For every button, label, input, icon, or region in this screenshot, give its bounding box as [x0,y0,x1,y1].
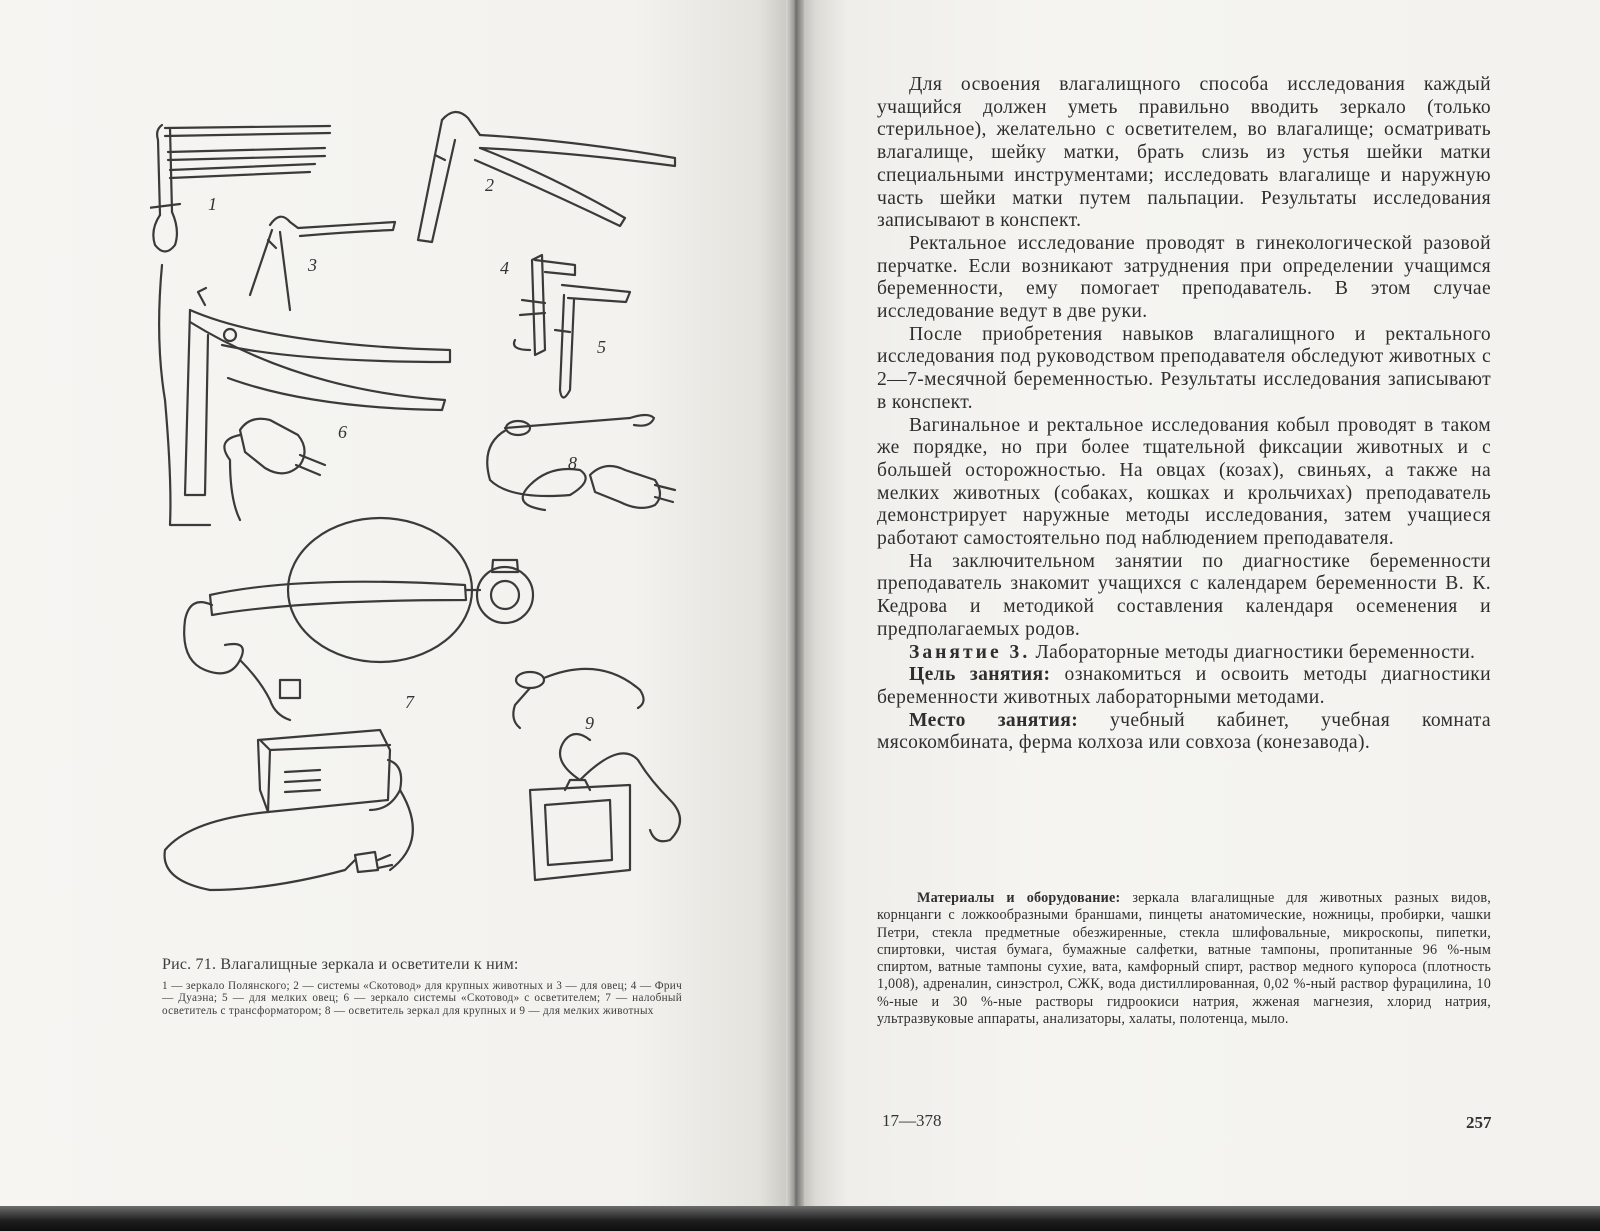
paragraph: На заключительном занятии по диагностике беременности преподаватель знакомит учащихся с календарем беременности В. К. Кедрова и методикой составления календаря осеменения и предполагаемых родов. [877,550,1491,640]
materials-paragraph [877,890,1491,1028]
goal-paragraph [877,664,1491,709]
speculum-6-drawing [159,265,450,525]
figure-label-5: 5 [597,337,606,357]
paragraph: Вагинальное и ректальное исследования кобыл проводят в таком же порядке, но при более тщательной фиксации животных и с большей осторожностью. На овцах (козах), свиньях, а также на мелких животных (собаках, кошках и крольчихах) преподаватель демонстрирует наружные методы исследования, затем учащиеся работают самостоятельно под наблюдением преподавателя. [877,414,1491,550]
paragraph: Для освоения влагалищного способа исследования каждый учащийся должен уметь правильно вводить зеркало (только стерильное), желательно с осветителем, во влагалище; осматривать влагалище, шейку матки, брать слизь из устья шейки матки специальными инструментами; исследовать влагалище и наружную часть шейки матки путем пальпации. Результаты исследования записывают в конспект. [877,74,1491,232]
lesson-heading [877,642,1491,665]
instrument-figure [150,100,690,945]
instrument-drawing [150,100,690,900]
speculum-4-drawing [514,255,575,355]
light-9-drawing [513,669,680,880]
figure-label-9: 9 [585,713,594,733]
caption-title: Рис. 71. Влагалищные зеркала и осветители к ним: [162,956,519,973]
place-paragraph [877,710,1491,755]
paragraph: После приобретения навыков влагалищного и ректального исследования под руководством преподавателя обследуют животных с 2—7-месячной беременностью. Результаты исследования записывают в конспект. [877,323,1491,413]
figure-label-1: 1 [208,194,217,214]
main-text [877,74,1491,755]
materials-block [877,890,1491,1028]
speculum-2-drawing [418,112,675,242]
lesson-label: Занятие 3. [909,641,1031,663]
figure-label-8: 8 [568,453,577,473]
lesson-title: Лабораторные методы диагностики беременности. [1030,641,1476,663]
page-number: 257 [1466,1113,1492,1132]
goal-text: ознакомиться и освоить методы диагностики беременности животных лабораторными методами. [877,664,1492,708]
caption-body: 1 — зеркало Полянского; 2 — системы «Скотовод» для крупных животных и 3 — для овец; 4 — Фрич — Дуаэна; 5 — для мелких овец; 6 — зеркало системы «Скотовод» с осветителем; 7 — налобный осветитель с трансформатором; 8 — осветитель зеркал для крупных и 9 — для мелких животных [162,980,682,1017]
figure-label-4: 4 [500,258,509,278]
speculum-5-drawing [555,285,630,398]
figure-caption [162,956,682,1017]
printer-signature: 17—378 [882,1111,942,1130]
speculum-3-drawing [250,217,395,310]
figure-label-3: 3 [308,255,317,275]
scan-bottom-edge [0,1206,1600,1231]
materials-text: зеркала влагалищные для животных разных видов, корнцанги с ложкообразными браншами, пинцеты анатомические, ножницы, пробирки, чашки Петри, стекла предметные обезжиренные, стекла шлифовальные, микроскопы, пипетки, спиртовки, чистая бумага, бумажные салфетки, ватные тампоны, пропитанные 96 %-ным спиртом, ватные тампоны сухие, вата, камфорный спирт, раствор медного купороса (плотность 1,008), адреналин, синэстрол, СЖК, вода дистиллированная, 0,02 %-ный раствор фурацилина, 10 %-ные и 30 %-ные растворы гидроокиси натрия, жженая магнезия, хлорид натрия, ультразвуковые аппараты, анализаторы, халаты, полотенца, мыло. [877,890,1492,1028]
figure-label-2: 2 [485,175,494,195]
book-gutter [786,0,804,1215]
place-text: учебный кабинет, учебная комната мясокомбината, ферма колхоза или совхоза (конезавода). [877,709,1491,754]
paragraph: Ректальное исследование проводят в гинекологической разовой перчатке. Если возникают затруднения при определении учащимся беременности, ему помогает преподаватель. В этом случае исследование ведут в две руки. [877,232,1491,323]
materials-label: Материалы и оборудование: [917,890,1121,906]
figure-label-7: 7 [405,692,414,712]
light-8-drawing [487,415,675,510]
speculum-1-drawing [150,125,330,252]
figure-label-6: 6 [338,422,347,442]
place-label: Место занятия: [909,709,1079,731]
goal-label: Цель занятия: [909,664,1051,686]
headlamp-7-drawing [165,518,533,890]
